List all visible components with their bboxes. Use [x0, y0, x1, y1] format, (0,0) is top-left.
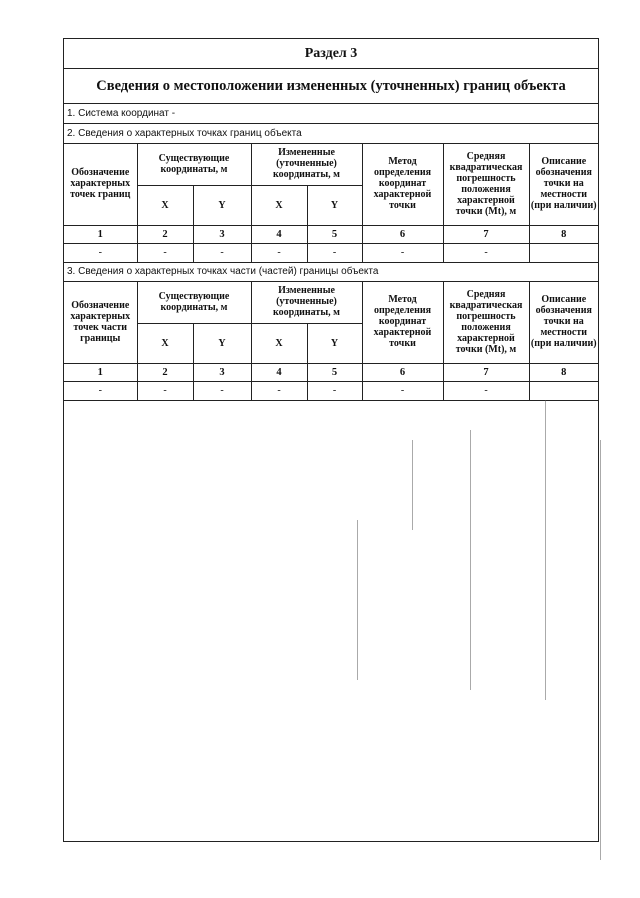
column-number: 3 [193, 225, 251, 243]
table-cell: - [137, 243, 193, 262]
table-cell: - [362, 243, 443, 262]
table-cell: - [251, 243, 307, 262]
column-number: 1 [64, 225, 137, 243]
header-method: Метод определения координат характерной точки [362, 281, 443, 363]
header-description: Описание обозначения точки на местности (при наличии) [529, 143, 598, 225]
section-title: Раздел 3 [64, 39, 598, 69]
document-title: Сведения о местоположении измененных (уточненных) границ объекта [64, 69, 598, 104]
header-x: X [251, 323, 307, 363]
header-y: Y [193, 323, 251, 363]
table-cell: - [251, 381, 307, 400]
document-frame [63, 38, 599, 842]
header-y: Y [193, 185, 251, 225]
column-number: 4 [251, 225, 307, 243]
column-number: 5 [307, 225, 362, 243]
table-cell: - [137, 381, 193, 400]
header-method: Метод определения координат характерной точки [362, 143, 443, 225]
column-number: 8 [529, 363, 598, 381]
column-number: 6 [362, 225, 443, 243]
part-boundary-points-table [64, 281, 598, 401]
table-cell: - [64, 381, 137, 400]
header-designation: Обозначение характерных точек части границы [64, 281, 137, 363]
scan-artifact [600, 440, 601, 860]
table-cell: - [193, 381, 251, 400]
table-cell [529, 381, 598, 400]
header-existing-coordinates: Существующие координаты, м [137, 281, 251, 323]
column-number: 7 [443, 363, 529, 381]
boundary-points-heading: 2. Сведения о характерных точках границ объекта [64, 124, 598, 144]
boundary-points-table [64, 143, 598, 263]
part-boundary-points-heading: 3. Сведения о характерных точках части (частей) границы объекта [64, 262, 598, 282]
column-number: 3 [193, 363, 251, 381]
column-number: 6 [362, 363, 443, 381]
scan-artifact [470, 430, 471, 690]
header-error: Средняя квадратическая погрешность положения характерной точки (Mt), м [443, 143, 529, 225]
table-cell: - [64, 243, 137, 262]
header-x: X [137, 185, 193, 225]
header-changed-coordinates: Измененные (уточненные) координаты, м [251, 281, 362, 323]
table-cell: - [307, 243, 362, 262]
table-row [64, 243, 598, 262]
scan-artifact [545, 400, 546, 700]
header-y: Y [307, 185, 362, 225]
table-cell: - [193, 243, 251, 262]
table-row [64, 381, 598, 400]
table-cell: - [443, 243, 529, 262]
scan-artifact [412, 440, 413, 530]
header-designation: Обозначение характерных точек границ [64, 143, 137, 225]
header-existing-coordinates: Существующие координаты, м [137, 143, 251, 185]
table-cell: - [307, 381, 362, 400]
header-y: Y [307, 323, 362, 363]
column-number: 4 [251, 363, 307, 381]
coordinate-system-line: 1. Система координат - [64, 104, 598, 124]
column-numbers-row [64, 363, 598, 381]
column-number: 5 [307, 363, 362, 381]
column-number: 2 [137, 363, 193, 381]
header-x: X [251, 185, 307, 225]
header-description: Описание обозначения точки на местности (при наличии) [529, 281, 598, 363]
table-cell: - [443, 381, 529, 400]
table-cell: - [362, 381, 443, 400]
header-changed-coordinates: Измененные (уточненные) координаты, м [251, 143, 362, 185]
column-numbers-row [64, 225, 598, 243]
header-x: X [137, 323, 193, 363]
column-number: 1 [64, 363, 137, 381]
scan-artifact [357, 520, 358, 680]
header-error: Средняя квадратическая погрешность положения характерной точки (Mt), м [443, 281, 529, 363]
column-number: 2 [137, 225, 193, 243]
column-number: 7 [443, 225, 529, 243]
table-cell [529, 243, 598, 262]
column-number: 8 [529, 225, 598, 243]
